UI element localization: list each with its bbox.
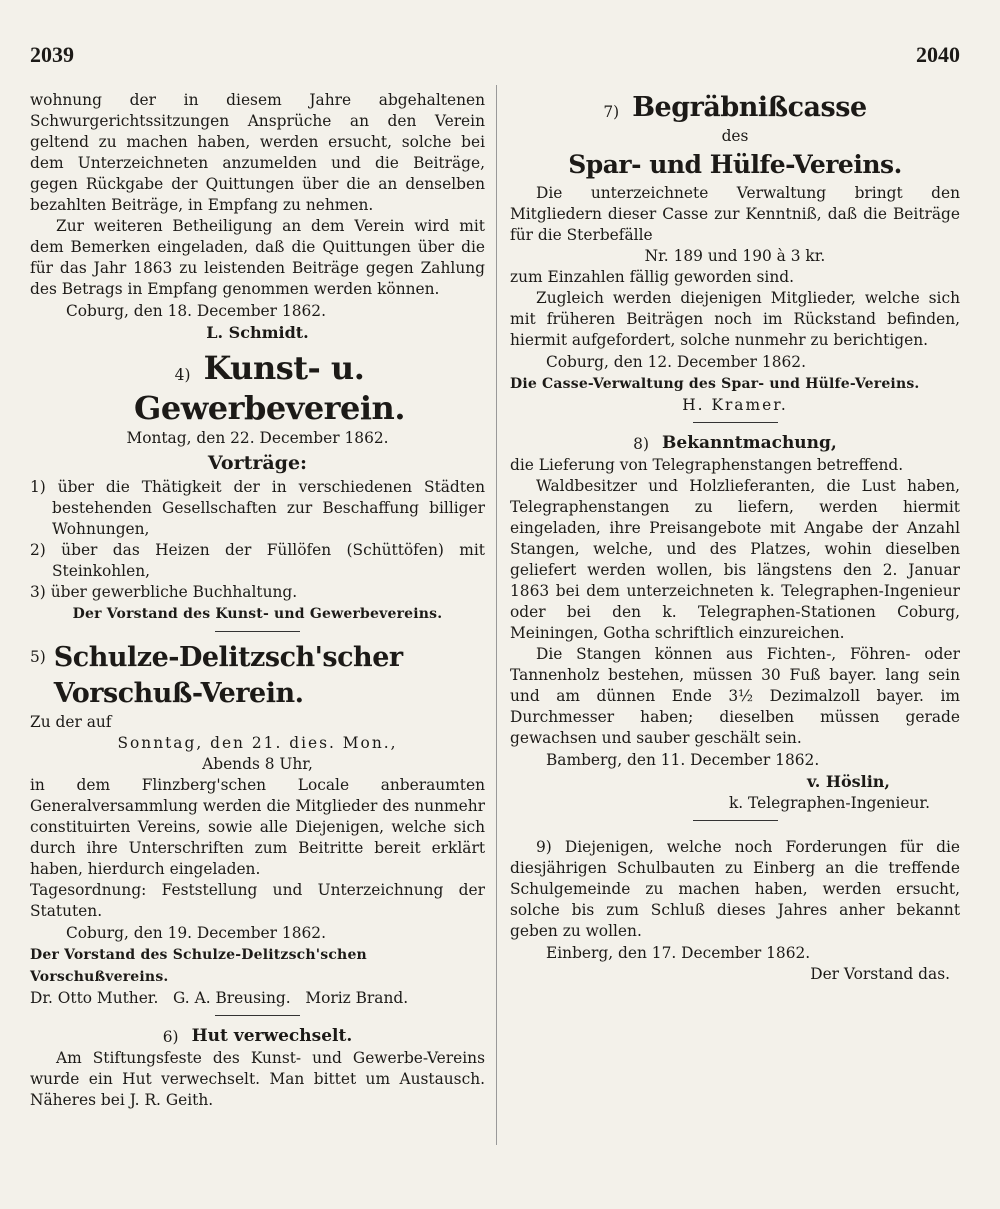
section-paragraph: Die Stangen können aus Fichten-, Föhren- oder Tannenholz bestehen, müssen 30 Fuß bayer. lang sein und am dünnen Ende 3½ Dezimalzoll bayer. im Durchmesser haben; dieselben müssen gerade gewachsen und sauber geschält sein. — [510, 645, 960, 747]
section-title: Kunst- u. Gewerbeverein. — [134, 349, 405, 427]
invite-line-2: Sonntag, den 21. dies. Mon., — [117, 734, 398, 752]
section-signature: Die Casse-Verwaltung des Spar- und Hülfe-Vereins. — [510, 376, 920, 392]
separator — [215, 631, 300, 632]
section-title: Bekanntmachung, — [662, 433, 837, 453]
due-line: zum Einzahlen fällig geworden sind. — [510, 268, 794, 286]
section-place-date: Bamberg, den 11. December 1862. — [546, 751, 820, 769]
section-body: Waldbesitzer und Holzlieferanten, die Lust haben, Telegraphenstangen zu liefern, werden hiermit eingeladen, ihre Preisangebote mit Angabe der Anzahl Stangen, welche, und des Platzes, wohin dieselben geliefert werden wollen, bis längstens den 2. Januar 1863 bei dem unterzeichneten k. Telegraphen-Ingenieur oder bei den k. Telegraphen-Stationen Coburg, Meiningen, Gotha schriftlich einzureichen. — [510, 477, 960, 642]
section-body: Am Stiftungsfeste des Kunst- und Gewerbe-Vereins wurde ein Hut verwechselt. Man bittet um Austausch. Näheres bei J. R. Geith. — [30, 1049, 485, 1109]
section-body: 9) Diejenigen, welche noch Forderungen für die diesjährigen Schulbauten zu Einberg an die treffende Schulgemeinde zu machen haben, werden ersucht, solche bis zum Schluß dieses Jahres anher bekannt geben zu wollen. — [510, 838, 960, 940]
section-8 — [510, 431, 960, 821]
invite-line-1: Zu der auf — [30, 713, 112, 731]
section-number: 6) — [162, 1027, 179, 1046]
section-9 — [510, 837, 960, 985]
section-place-date: Einberg, den 17. December 1862. — [546, 944, 811, 962]
invite-line-3: Abends 8 Uhr, — [202, 755, 313, 773]
section-place-date: Coburg, den 12. December 1862. — [546, 353, 806, 371]
section-signature: Der Vorstand des Kunst- und Gewerbevereins. — [72, 606, 443, 622]
event-date: Montag, den 22. December 1862. — [126, 429, 389, 447]
section-7 — [510, 90, 960, 423]
section-4 — [30, 348, 485, 632]
separator — [693, 422, 778, 423]
section-title-2: Spar- und Hülfe-Vereins. — [568, 150, 902, 179]
page-number-right: 2040 — [916, 42, 960, 67]
section-signature: v. Höslin, — [807, 772, 890, 791]
separator — [693, 820, 778, 821]
section-number: 7) — [603, 102, 620, 121]
section-paragraph: Zugleich werden diejenigen Mitglieder, welche sich mit früheren Beiträgen noch im Rückstand befinden, hiermit aufgefordert, solche nunmehr zu berichtigen. — [510, 289, 960, 349]
case-numbers: Nr. 189 und 190 à 3 kr. — [644, 247, 826, 265]
title-connector: des — [721, 127, 749, 145]
section-title: Begräbnißcasse — [632, 92, 867, 123]
notice-paragraph: Zur weiteren Betheiligung an dem Verein wird mit dem Bemerken eingeladen, daß die Quittungen über die für das Jahr 1863 zu leistenden Beiträge gegen Zahlung des Betrags in Empfang genommen werden können. — [30, 217, 485, 298]
list-item: 1) über die Thätigkeit der in verschiedenen Städten bestehenden Gesellschaften zur Beschaffung billiger Wohnungen, — [30, 478, 485, 538]
board-names: Dr. Otto Muther. G. A. Breusing. Moriz Brand. — [30, 989, 409, 1007]
section-6 — [30, 1024, 485, 1111]
section-number: 4) — [174, 365, 191, 384]
separator — [215, 1015, 300, 1016]
section-body: Die unterzeichnete Verwaltung bringt den Mitgliedern dieser Casse zur Kenntniß, daß die Beiträge für die Sterbefälle — [510, 184, 960, 244]
signer-role: k. Telegraphen-Ingenieur. — [728, 794, 930, 812]
section-5 — [30, 640, 485, 1016]
section-subtitle: Vorträge: — [207, 452, 308, 474]
signer-name: H. Kramer. — [682, 396, 788, 414]
section-number: 8) — [633, 434, 649, 453]
notice-place-date: Coburg, den 18. December 1862. — [66, 302, 326, 320]
notice-intro: wohnung der in diesem Jahre abgehaltenen Schwurgerichtssitzungen Ansprüche an den Verein geltend zu machen haben, werden ersucht, solche bei dem Unterzeichneten anzumelden und die Beiträge, gegen Rückgabe der Quittungen über die an denselben bezahlten Beiträge, in Empfang zu nehmen. — [30, 91, 485, 214]
section-number: 5) — [30, 648, 46, 666]
right-column — [510, 90, 960, 985]
notice-signature: L. Schmidt. — [206, 323, 309, 342]
section-place-date: Coburg, den 19. December 1862. — [66, 924, 326, 942]
section-signature: Der Vorstand des Schulze-Delitzsch'schen Vorschußvereins. — [30, 947, 367, 985]
lecture-list — [30, 477, 485, 603]
left-column — [30, 90, 485, 1111]
section-title: Schulze-Delitzsch'scher Vorschuß-Verein. — [53, 642, 403, 709]
section-signature: Der Vorstand das. — [810, 965, 950, 983]
list-item: 2) über das Heizen der Füllöfen (Schüttöfen) mit Steinkohlen, — [30, 541, 485, 580]
section-title: Hut verwechselt. — [191, 1026, 353, 1046]
agenda: Tagesordnung: Feststellung und Unterzeichnung der Statuten. — [30, 881, 485, 920]
section-subtitle: die Lieferung von Telegraphenstangen betreffend. — [510, 456, 904, 474]
list-item: 3) über gewerbliche Buchhaltung. — [30, 583, 298, 601]
invite-body: in dem Flinzberg'schen Locale anberaumten Generalversammlung werden die Mitglieder des nunmehr constituirten Vereins, sowie alle Diejenigen, welche sich durch ihre Unterschriften zum Beitritte bereit erklärt haben, hierdurch eingeladen. — [30, 776, 485, 878]
column-divider — [496, 85, 497, 1145]
page-number-left: 2039 — [30, 42, 74, 67]
